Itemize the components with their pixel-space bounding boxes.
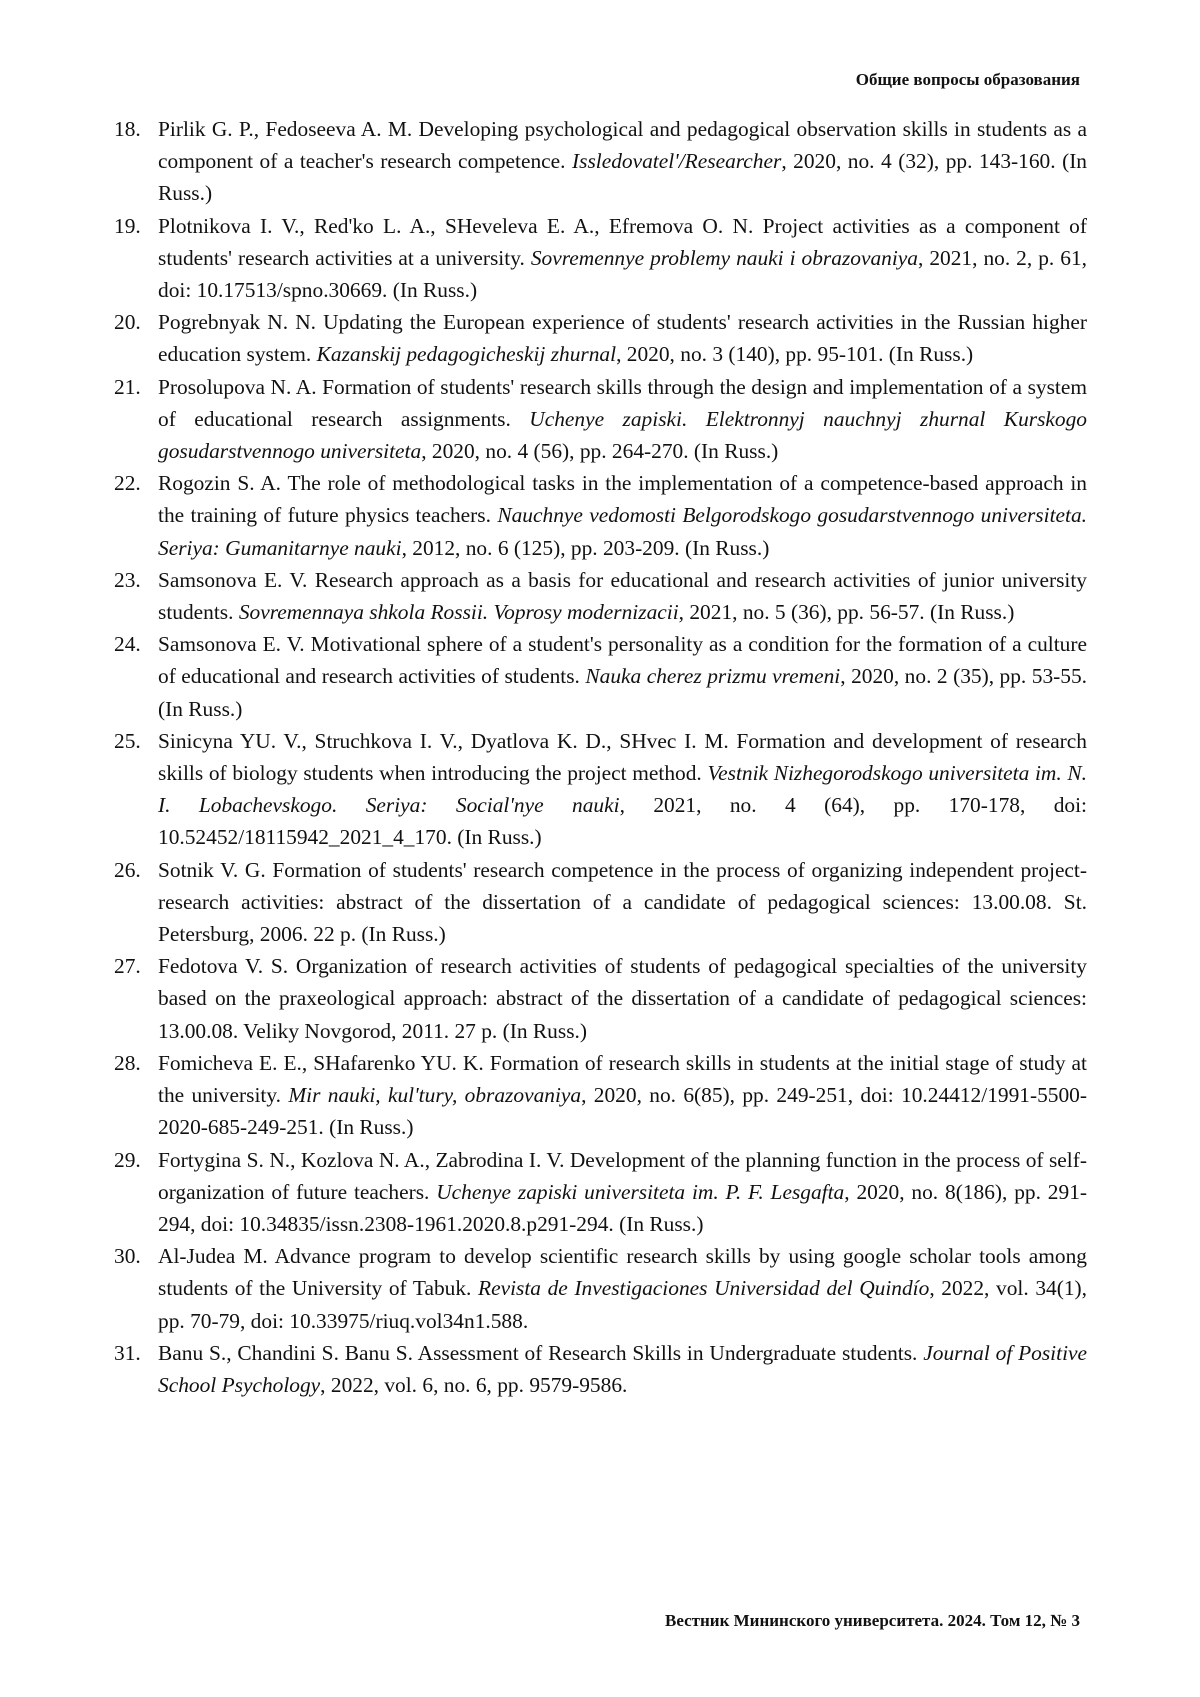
reference-details: , 2022, vol. 34(1), pp. 70-79, doi: 10.33975/riuq.vol34n1.588. [158,1276,1088,1333]
reference-details: , 2020, no. 2 (35), pp. 53-55. (In Russ.) [158,664,1088,721]
reference-item [112,1144,1087,1241]
reference-number: 19. [114,213,141,238]
reference-details: , 2020, no. 3 (140), pp. 95-101. (In Russ.) [616,342,974,367]
reference-journal: Vestnik Nizhegorodskogo universiteta im. N. I. Lobachevskogo. Seriya: Social'nye nauki [158,761,1087,818]
reference-text: Pirlik G. P., Fedoseeva A. M. Developing psychological and pedagogical observation skills in students as a component of a teacher's research competence. [158,117,1087,174]
reference-text: Pogrebnyak N. N. Updating the European experience of students' research activities in the Russian higher education system. [158,310,1087,367]
reference-number: 20. [114,310,141,335]
reference-journal: Sovremennye problemy nauki i obrazovaniya [530,245,918,270]
reference-item [112,628,1087,725]
reference-details: , 2020, no. 8(186), pp. 291-294, doi: 10.34835/issn.2308-1961.2020.8.p291-294. (In Russ.) [158,1179,1088,1236]
reference-number: 23. [114,567,141,592]
reference-item [112,564,1087,628]
reference-text: Sinicyna YU. V., Struchkova I. V., Dyatlova K. D., SHvec I. M. Formation and development of research skills of biology students when introducing the project method. [158,728,1087,786]
reference-journal: Nauka cherez prizmu vremeni [585,664,841,689]
reference-journal: Mir nauki, kul'tury, obrazovaniya [288,1083,582,1108]
reference-text: Fomicheva E. E., SHafarenko YU. K. Formation of research skills in students at the initial stage of study at the university. [158,1050,1087,1108]
reference-item [112,1047,1087,1144]
reference-details: , 2012, no. 6 (125), pp. 203-209. (In Russ.) [401,535,770,560]
reference-number: 26. [114,857,141,882]
reference-item [112,725,1087,854]
running-header: Общие вопросы образования [855,70,1080,89]
reference-item [112,950,1087,1047]
reference-item [112,854,1087,951]
reference-text: Rogozin S. A. The role of methodological tasks in the implementation of a competence-based approach in the training of future physics teachers. [158,471,1087,528]
reference-text: Samsonova E. V. Research approach as a basis for educational and research activities of junior university students. [158,567,1087,625]
reference-journal: Issledovatel'/Researcher [572,149,782,174]
reference-number: 21. [114,374,141,399]
reference-text: Prosolupova N. A. Formation of students' research skills through the design and implementation of a system of educational research assignments. [158,374,1087,431]
reference-text: Sotnik V. G. Formation of students' research competence in the process of organizing independent project-research activities: abstract of the dissertation of a candidate of pedagogical sciences: 13.00.08. St. Petersburg, 2006. 22 p. (In Russ.) [158,857,1087,947]
reference-item [112,371,1087,468]
reference-details: , 2021, no. 4 (64), pp. 170-178, doi: 10.52452/18115942_2021_4_170. (In Russ.) [158,793,1087,850]
reference-text: Al-Judea M. Advance program to develop scientific research skills by using google scholar tools among students of the University of Tabuk. [158,1244,1087,1301]
reference-item [112,210,1087,307]
reference-details: , 2022, vol. 6, no. 6, pp. 9579-9586. [320,1372,628,1397]
reference-number: 24. [114,632,141,657]
reference-text: Banu S., Chandini S. Banu S. Assessment of Research Skills in Undergraduate students. [158,1340,924,1365]
reference-number: 28. [114,1050,141,1075]
reference-details: , 2020, no. 4 (32), pp. 143-160. (In Russ.) [158,149,1088,206]
reference-journal: Journal of Positive School Psychology [158,1340,1088,1397]
reference-item [112,113,1087,210]
reference-journal: Uchenye zapiski. Elektronnyj nauchnyj zhurnal Kurskogo gosudarstvennogo universiteta [158,406,1087,464]
reference-details: , 2020, no. 6(85), pp. 249-251, doi: 10.24412/1991-5500-2020-685-249-251. (In Russ.) [158,1083,1088,1140]
reference-journal: Sovremennaya shkola Rossii. Voprosy modernizacii [238,600,679,625]
reference-details: , 2020, no. 4 (56), pp. 264-270. (In Russ.) [421,439,779,464]
reference-text: Fedotova V. S. Organization of research activities of students of pedagogical specialties of the university based on the praxeological approach: abstract of the dissertation of a candidate of pedagogical sciences: 13.00.08. Veliky Novgorod, 2011. 27 p. (In Russ.) [158,954,1087,1043]
reference-number: 22. [114,471,141,496]
reference-item [112,1337,1087,1401]
reference-journal: Nauchnye vedomosti Belgorodskogo gosudarstvennogo universiteta. Seriya: Gumanitarnye nauki [158,503,1087,560]
reference-number: 29. [114,1147,141,1172]
reference-number: 27. [114,954,141,979]
running-footer: Вестник Мининского университета. 2024. Том 12, № 3 [665,1611,1080,1630]
reference-journal: Kazanskij pedagogicheskij zhurnal [316,342,617,367]
reference-journal: Revista de Investigaciones Universidad del Quindío [478,1276,930,1301]
reference-text: Plotnikova I. V., Red'ko L. A., SHeveleva E. A., Efremova O. N. Project activities as a component of students' research activities at a university. [158,213,1087,270]
reference-details: , 2021, no. 5 (36), pp. 56-57. (In Russ.) [678,600,1015,625]
reference-number: 30. [114,1244,141,1269]
reference-item [112,306,1087,370]
reference-details: , 2021, no. 2, p. 61, doi: 10.17513/spno.30669. (In Russ.) [158,245,1088,303]
reference-number: 18. [114,117,141,141]
reference-number: 25. [114,728,141,753]
reference-text: Samsonova E. V. Motivational sphere of a student's personality as a condition for the formation of a culture of educational and research activities of students. [158,632,1087,689]
reference-list [112,113,1087,1401]
reference-item [112,1240,1087,1337]
reference-item [112,467,1087,564]
reference-number: 31. [114,1340,141,1365]
reference-journal: Uchenye zapiski universiteta im. P. F. Lesgafta [436,1179,845,1204]
reference-text: Fortygina S. N., Kozlova N. A., Zabrodina I. V. Development of the planning function in the process of self-organization of future teachers. [158,1147,1087,1204]
